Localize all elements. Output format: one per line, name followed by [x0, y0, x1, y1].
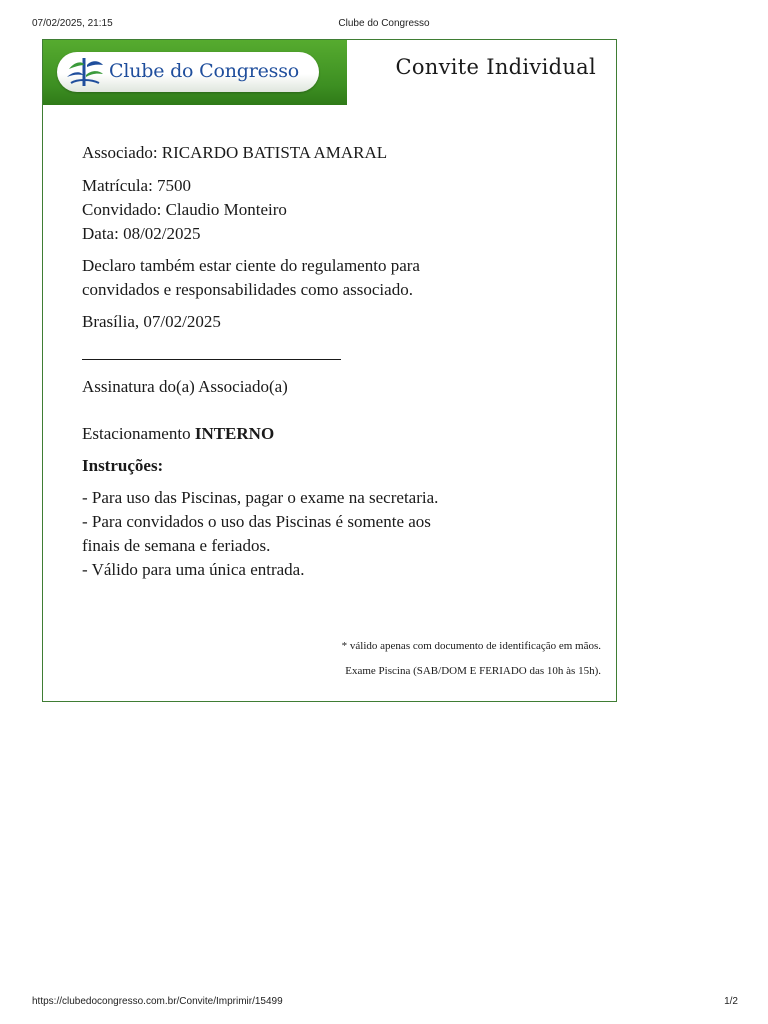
convidado-line: Convidado: Claudio Monteiro — [82, 200, 287, 219]
place-date: Brasília, 07/02/2025 — [82, 312, 221, 331]
document-title: Convite Individual — [395, 55, 596, 79]
instruction-item: finais de semana e feriados. — [82, 536, 271, 555]
parking-label: Estacionamento — [82, 424, 191, 443]
print-page-number: 1/2 — [724, 996, 738, 1007]
parking-value: INTERNO — [194, 424, 275, 443]
brand-name: Clube do Congresso — [109, 60, 299, 82]
declaration-line-1: Declaro também estar ciente do regulamento para — [82, 256, 420, 275]
associado-line: Associado: RICARDO BATISTA AMARAL — [82, 143, 388, 162]
instructions-list — [82, 486, 438, 582]
logo — [57, 52, 319, 92]
data-line: Data: 08/02/2025 — [82, 224, 201, 243]
id-note: * válido apenas com documento de identificação em mãos. — [341, 640, 601, 652]
clube-logo-icon — [65, 55, 105, 89]
print-page-title: Clube do Congresso — [338, 18, 430, 29]
instruction-item: - Para convidados o uso das Piscinas é somente aos — [82, 512, 431, 531]
matricula-line: Matrícula: 7500 — [82, 176, 192, 195]
pool-exam-note: Exame Piscina (SAB/DOM E FERIADO das 10h às 15h). — [345, 665, 601, 677]
instruction-item: - Para uso das Piscinas, pagar o exame na secretaria. — [82, 488, 439, 507]
declaration — [82, 254, 420, 302]
logo-band — [43, 40, 347, 105]
print-datetime: 07/02/2025, 21:15 — [32, 18, 113, 29]
signature-line — [82, 359, 341, 360]
instructions-title: Instruções: — [82, 456, 164, 475]
instruction-item: - Válido para uma única entrada. — [82, 560, 305, 579]
invite-details — [82, 174, 287, 246]
signature-label: Assinatura do(a) Associado(a) — [82, 377, 288, 396]
declaration-line-2: convidados e responsabilidades como associado. — [82, 280, 413, 299]
print-url: https://clubedocongresso.com.br/Convite/Imprimir/15499 — [32, 996, 283, 1007]
invite-card — [42, 39, 617, 702]
parking-info — [82, 422, 274, 446]
